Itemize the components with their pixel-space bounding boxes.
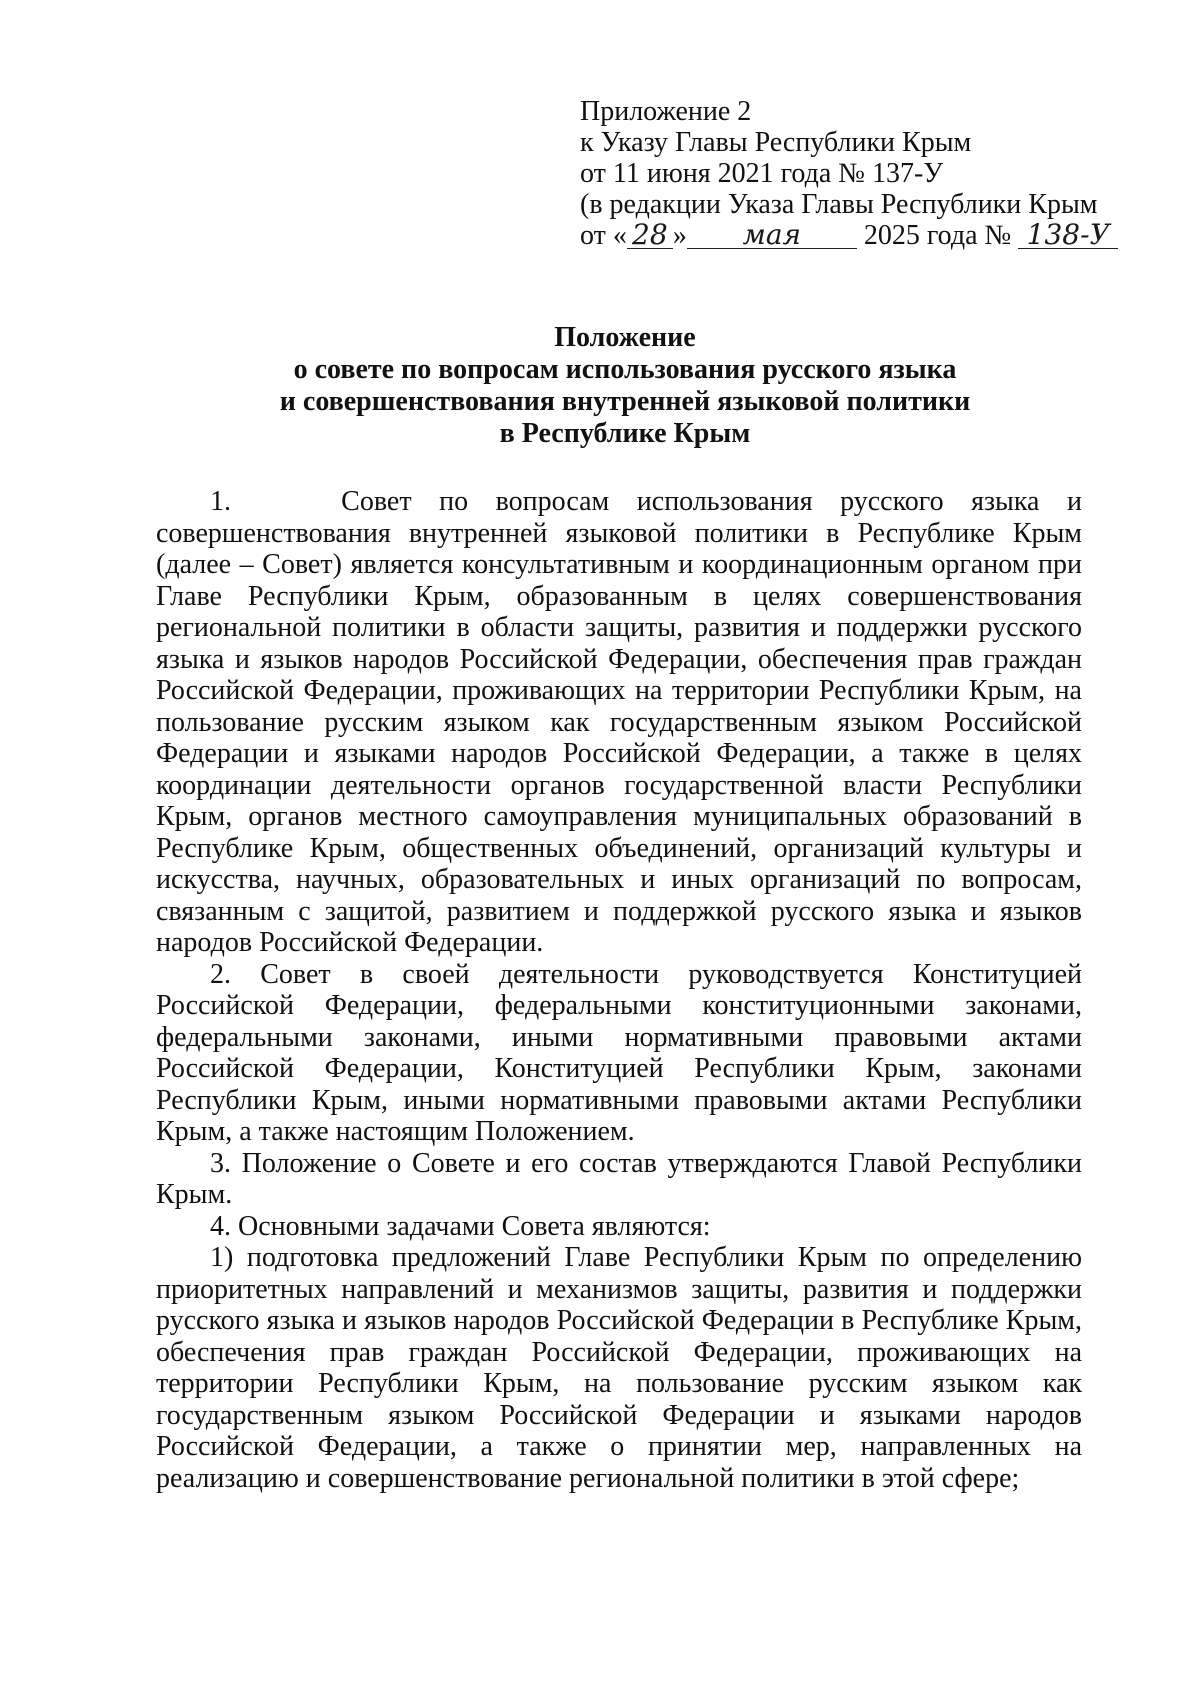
paragraph-1: 1. Совет по вопросам использования русского языка и совершенствования внутренней языковой политики в Республике Крым (далее – Совет) является консультативным и координационным органом при Главе Республики Крым, образованным в целях совершенствования региональной политики в области защиты, развития и поддержки русского языка и языков народов Российской Федерации, обеспечения прав граждан Российской Федерации, проживающих на территории Республики Крым, на пользование русским языком как государственным языком Российской Федерации и языками народов Российской Федерации, а также в целях координации деятельности органов государственной власти Республики Крым, органов местного самоуправления муниципальных образований в Республике Крым, общественных объединений, организаций культуры и искусства, научных, образовательных и иных организаций по вопросам, связанным с защитой, развитием и поддержкой русского языка и языков народов Российской Федерации.	[156, 486, 1082, 958]
title-line-2: о совете по вопросам использования русского языка	[293, 354, 957, 385]
document-body	[156, 486, 1082, 1494]
appendix-header	[580, 96, 1140, 251]
handwritten-month: мая	[687, 222, 857, 249]
paragraph-4: 4. Основными задачами Совета являются:	[210, 1210, 711, 1242]
appendix-number: Приложение 2	[580, 96, 752, 127]
handwritten-day: 28	[627, 222, 673, 249]
decree-date: от 11 июня 2021 года № 137-У	[580, 158, 944, 189]
edition-date-line	[580, 220, 1140, 251]
title-line-4: в Республике Крым	[499, 418, 751, 449]
edition-note: (в редакции Указа Главы Республики Крым	[580, 189, 1098, 220]
edition-date-prefix: от «	[580, 220, 627, 251]
paragraph-2: 2. Совет в своей деятельности руководствуется Конституцией Российской Федерации, федеральными конституционными законами, федеральными законами, иными нормативными правовыми актами Российской Федерации, Конституцией Республики Крым, законами Республики Крым, иными нормативными правовыми актами Республики Крым, а также настоящим Положением.	[156, 958, 1082, 1147]
edition-year: 2025 года №	[856, 220, 1019, 251]
handwritten-decree-number: 138-У	[1018, 222, 1118, 249]
edition-date-quote: »	[672, 220, 687, 251]
title-line-3: и совершенствования внутренней языковой политики	[279, 386, 971, 417]
paragraph-4-item-1: 1) подготовка предложений Главе Республики Крым по определению приоритетных направлений и механизмов защиты, развития и поддержки русского языка и языков народов Российской Федерации в Республике Крым, обеспечения прав граждан Российской Федерации, проживающих на территории Республики Крым, на пользование русским языком как государственным языком Российской Федерации и языками народов Российской Федерации, а также о принятии мер, направленных на реализацию и совершенствование региональной политики в этой сфере;	[156, 1242, 1082, 1494]
title-line-1: Положение	[554, 322, 696, 353]
document-title	[150, 322, 1100, 450]
decree-reference: к Указу Главы Республики Крым	[580, 127, 972, 158]
paragraph-3: 3. Положение о Совете и его состав утверждаются Главой Республики Крым.	[156, 1147, 1082, 1210]
